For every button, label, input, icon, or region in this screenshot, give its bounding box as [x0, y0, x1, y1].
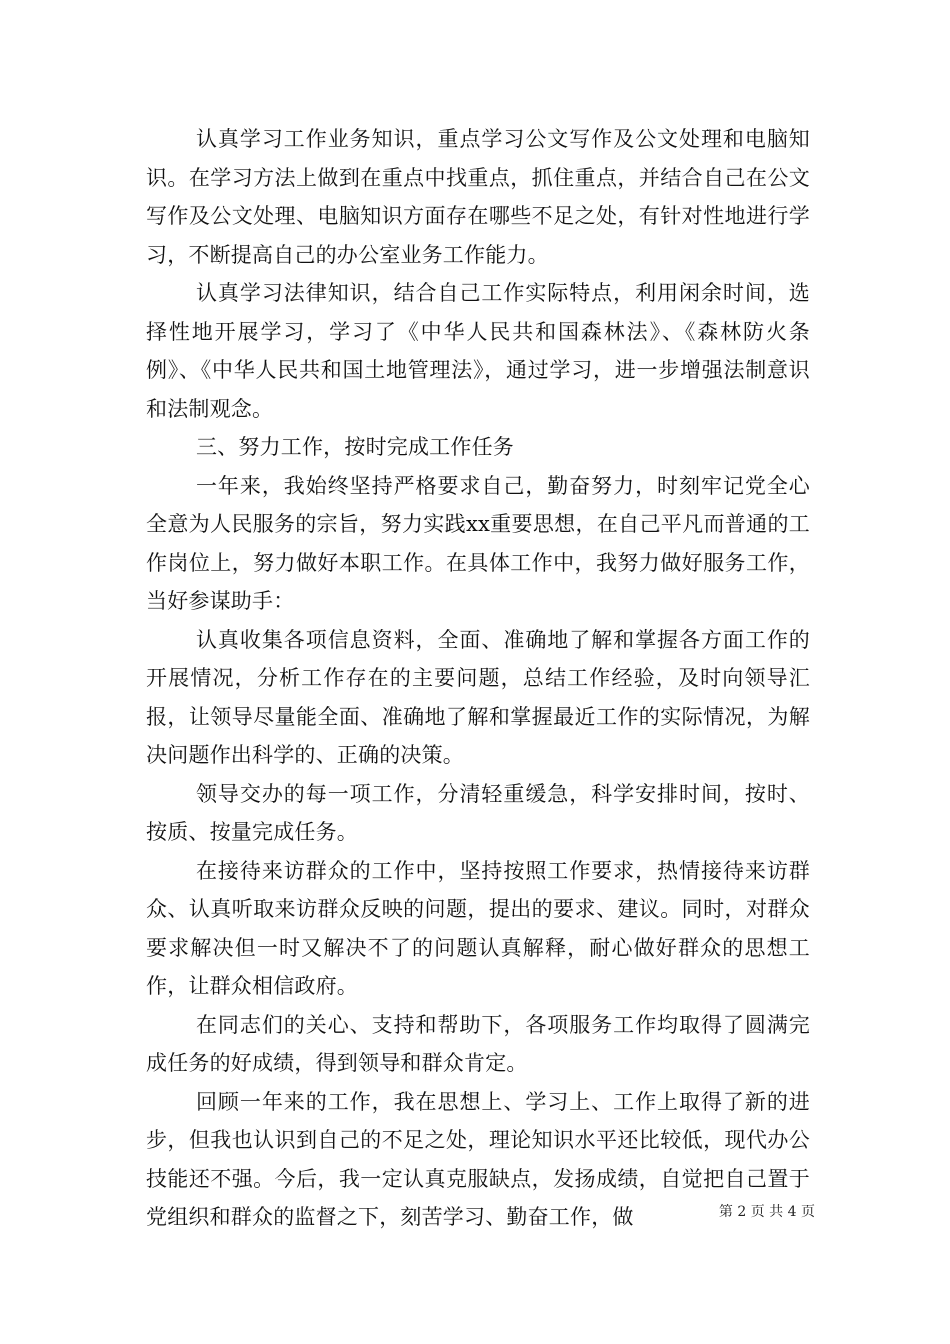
section-heading-work: 三、努力工作，按时完成工作任务 [195, 435, 514, 459]
paragraph-year-summary: 一年来，我始终坚持严格要求自己，勤奋努力，时刻牢记党全心全意为人民服务的宗旨，努力实践xx重要思想，在自己平凡而普通的工作岗位上，努力做好本职工作。在具体工作中，我努力做好服务工作，当好参谋助手： [146, 473, 810, 613]
document-body [146, 120, 810, 1237]
paragraph-visitors: 在接待来访群众的工作中，坚持按照工作要求，热情接待来访群众、认真听取来访群众反映的问题，提出的要求、建议。同时，对群众要求解决但一时又解决不了的问题认真解释，耐心做好群众的思想工作，让群众相信政府。 [146, 858, 810, 998]
paragraph-review: 回顾一年来的工作，我在思想上、学习上、工作上取得了新的进步，但我也认识到自己的不足之处，理论知识水平还比较低，现代办公技能还不强。今后，我一定认真克服缺点，发扬成绩，自觉把自己置于党组织和群众的监督之下，刻苦学习、勤奋工作，做 [146, 1089, 810, 1229]
paragraph-study-law: 认真学习法律知识，结合自己工作实际特点，利用闲余时间，选择性地开展学习，学习了《中华人民共和国森林法》、《森林防火条例》、《中华人民共和国土地管理法》，通过学习，进一步增强法制意识和法制观念。 [146, 281, 810, 421]
paragraph-study-business: 认真学习工作业务知识，重点学习公文写作及公文处理和电脑知识。在学习方法上做到在重点中找重点，抓住重点，并结合自己在公文写作及公文处理、电脑知识方面存在哪些不足之处，有针对性地进行学习，不断提高自己的办公室业务工作能力。 [146, 127, 810, 267]
paragraph-collect-info: 认真收集各项信息资料，全面、准确地了解和掌握各方面工作的开展情况，分析工作存在的主要问题，总结工作经验，及时向领导汇报，让领导尽量能全面、准确地了解和掌握最近工作的实际情况，为解决问题作出科学的、正确的决策。 [146, 627, 810, 767]
paragraph-achievements: 在同志们的关心、支持和帮助下，各项服务工作均取得了圆满完成任务的好成绩，得到领导和群众肯定。 [146, 1012, 810, 1075]
paragraph-leader-tasks: 领导交办的每一项工作，分清轻重缓急，科学安排时间，按时、按质、按量完成任务。 [146, 781, 810, 844]
page-number: 第 2 页 共 4 页 [718, 1204, 815, 1220]
